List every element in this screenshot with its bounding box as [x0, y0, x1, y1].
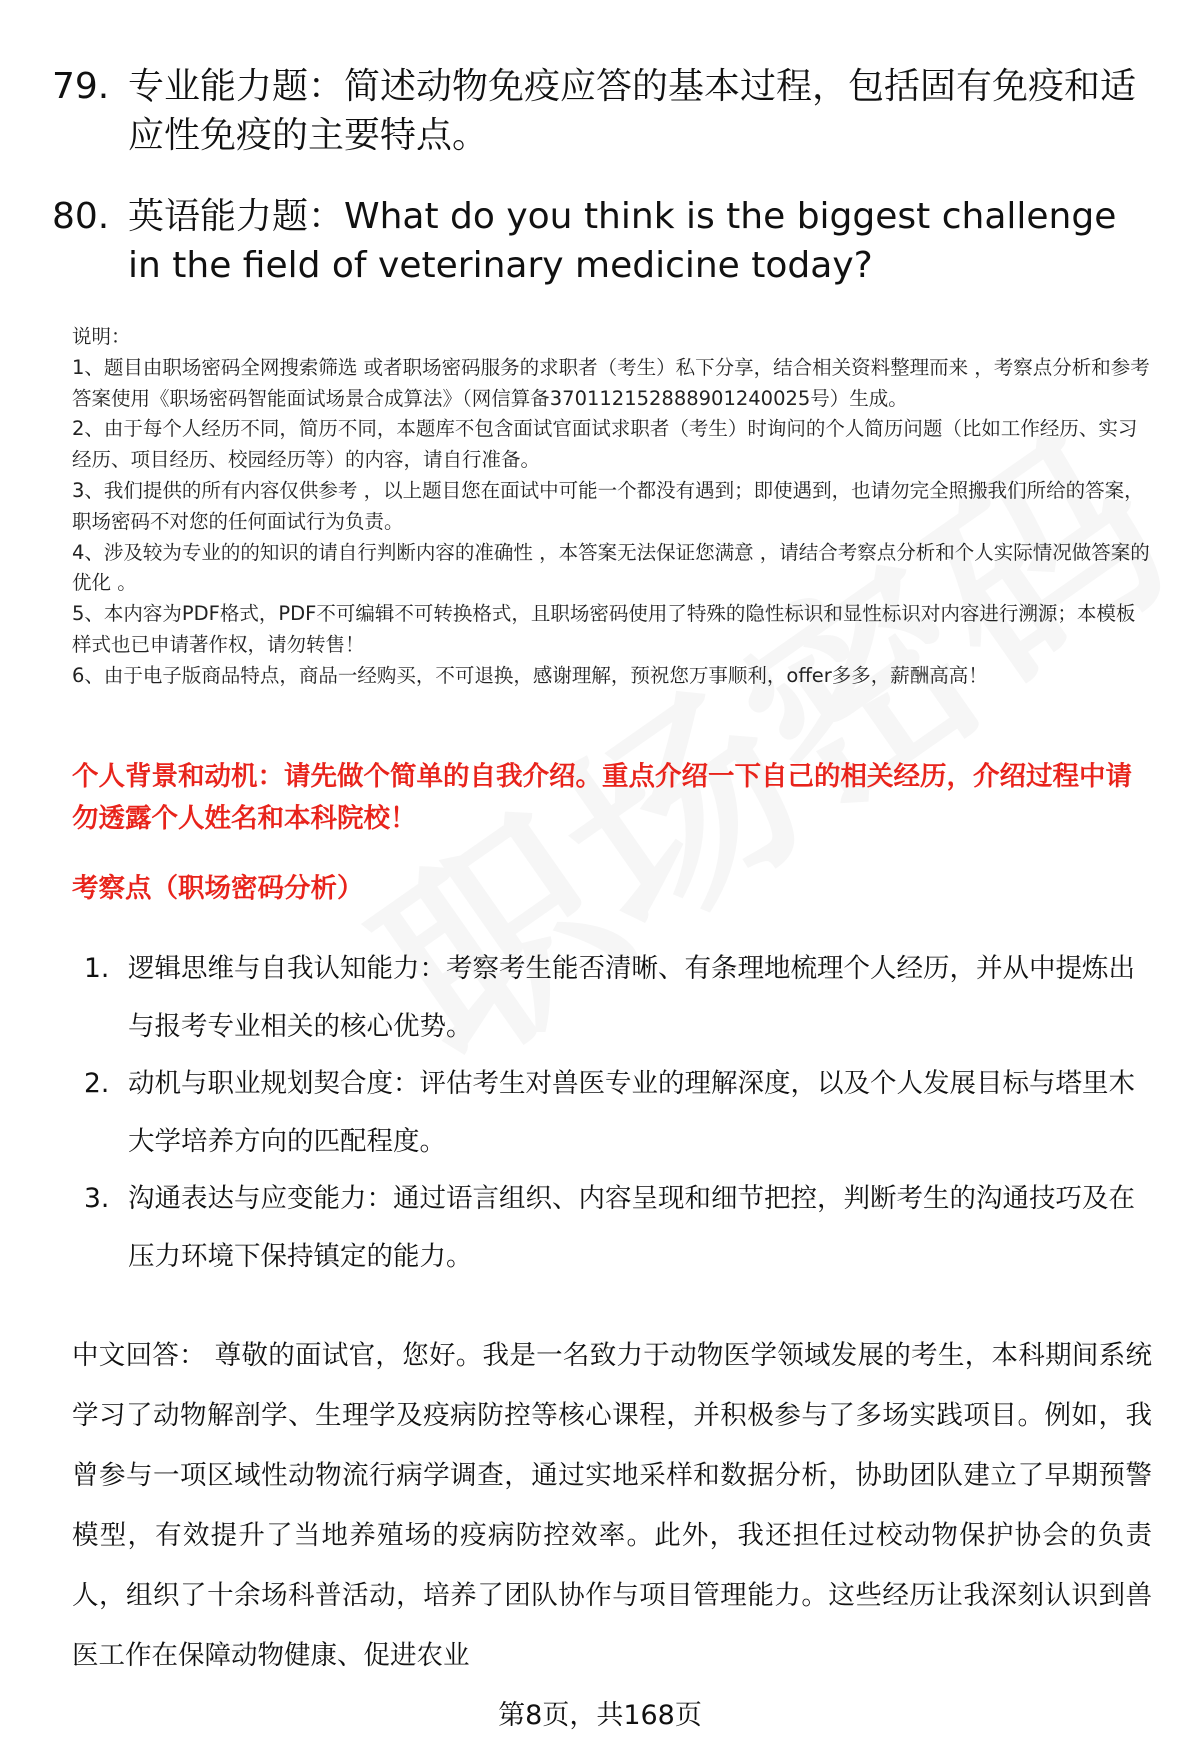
analysis-point	[84, 940, 1154, 1055]
background-question: 个人背景和动机：请先做个简单的自我介绍。重点介绍一下自己的相关经历，介绍过程中请勿透露个人姓名和本科院校！	[72, 761, 1132, 834]
point-number: 1.	[84, 953, 110, 984]
question-text: 英语能力题：What do you think is the biggest challenge in the field of veterinary medicine today?	[128, 196, 1117, 286]
point-number: 3.	[84, 1183, 110, 1214]
notes-item: 1、题目由职场密码全网搜索筛选 或者职场密码服务的求职者（考生）私下分享，结合相关资料整理而来 ，考察点分析和参考答案使用《职场密码智能面试场景合成算法》（网信算备370112152888901240025号）生成。	[72, 355, 1150, 410]
question-number: 79.	[52, 66, 110, 107]
notes-item: 2、由于每个人经历不同，简历不同，本题库不包含面试官面试求职者（考生）时询问的个人简历问题（比如工作经历、实习经历、项目经历、校园经历等）的内容，请自行准备。	[72, 417, 1138, 472]
question-text: 专业能力题：简述动物免疫应答的基本过程，包括固有免疫和适应性免疫的主要特点。	[128, 66, 1137, 156]
notes-title: 说明：	[72, 325, 131, 348]
question-80	[52, 192, 1152, 290]
analysis-title: 考察点（职场密码分析）	[72, 873, 364, 904]
point-text: 沟通表达与应变能力：通过语言组织、内容呈现和细节把控，判断考生的沟通技巧及在压力环境下保持镇定的能力。	[128, 1183, 1135, 1272]
point-text: 逻辑思维与自我认知能力：考察考生能否清晰、有条理地梳理个人经历，并从中提炼出与报考专业相关的核心优势。	[128, 953, 1135, 1042]
notes-item: 3、我们提供的所有内容仅供参考 ，以上题目您在面试中可能一个都没有遇到；即使遇到，也请勿完全照搬我们所给的答案，职场密码不对您的任何面试行为负责。	[72, 478, 1144, 533]
notes-item: 5、本内容为PDF格式，PDF不可编辑不可转换格式，且职场密码使用了特殊的隐性标识和显性标识对内容进行溯源；本模板样式也已申请著作权，请勿转售！	[72, 602, 1136, 656]
point-number: 2.	[84, 1068, 110, 1099]
analysis-point	[84, 1055, 1154, 1170]
disclaimer-notes	[72, 322, 1152, 692]
question-number: 80.	[52, 196, 110, 237]
point-text: 动机与职业规划契合度：评估考生对兽医专业的理解深度，以及个人发展目标与塔里木大学培养方向的匹配程度。	[128, 1068, 1135, 1157]
analysis-points	[84, 940, 1154, 1285]
page-footer: 第8页，共168页	[498, 1700, 702, 1731]
notes-item: 4、涉及较为专业的的知识的请自行判断内容的准确性 ，本答案无法保证您满意 ，请结合考察点分析和个人实际情况做答案的优化 。	[72, 540, 1150, 595]
notes-item: 6、由于电子版商品特点，商品一经购买，不可退换，感谢理解，预祝您万事顺利，offer多多，薪酬高高！	[72, 663, 988, 687]
chinese-answer: 中文回答： 尊敬的面试官，您好。我是一名致力于动物医学领域发展的考生，本科期间系统学习了动物解剖学、生理学及疫病防控等核心课程，并积极参与了多场实践项目。例如，我曾参与一项区域性动物流行病学调查，通过实地采样和数据分析，协助团队建立了早期预警模型，有效提升了当地养殖场的疫病防控效率。此外，我还担任过校动物保护协会的负责人，组织了十余场科普活动，培养了团队协作与项目管理能力。这些经历让我深刻认识到兽医工作在保障动物健康、促进农业	[72, 1340, 1152, 1671]
question-79	[52, 62, 1152, 160]
analysis-point	[84, 1170, 1154, 1285]
